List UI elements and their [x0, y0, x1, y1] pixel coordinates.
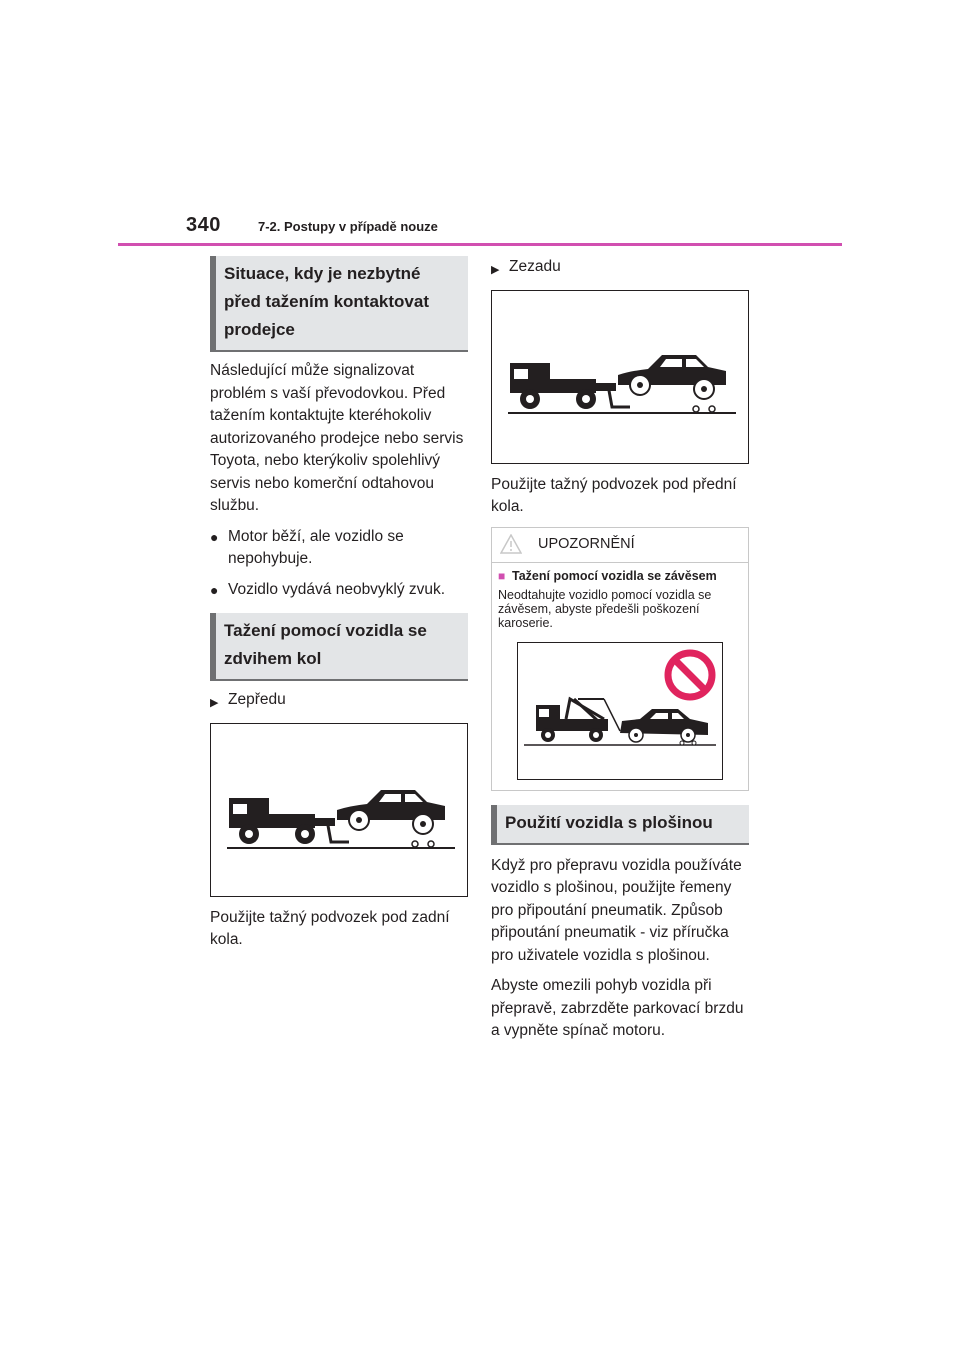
flatbed-paragraph-1: Když pro přepravu vozidla používáte vozidlo s plošinou, použijte řemeny pro připoutání pneumatik. Způsob připoutání pneumatik - viz příručka pro uživatele vozidla s plošinou.: [491, 856, 742, 964]
bullet-icon: ●: [210, 528, 219, 545]
left-column: [210, 256, 468, 960]
bullet-text: Motor běží, ale vozidlo se nepohybuje.: [228, 527, 404, 567]
heading-flatbed: Použití vozidla s plošinou: [491, 805, 749, 845]
front-tow-figure: [210, 723, 468, 897]
caution-subheading: [498, 569, 742, 584]
section-title: 7-2. Postupy v případě nouze: [258, 219, 438, 234]
prohibition-sign-icon: [668, 653, 712, 697]
list-item: [210, 579, 468, 602]
heading-wheel-lift: Tažení pomocí vozidla se zdvihem kol: [210, 613, 468, 681]
front-label-text: Zepředu: [228, 691, 286, 708]
flatbed-paragraph-2: Abyste omezili pohyb vozidla při přepravě, zabrzděte parkovací brzdu a vypněte spínač motoru.: [491, 977, 744, 1039]
rear-label-text: Zezadu: [509, 258, 561, 275]
header-divider: [118, 243, 842, 246]
hook-tow-illustration: [518, 643, 722, 779]
caution-text: Neodtahujte vozidlo pomocí vozidla se závěsem, abyste předešli poškození karoserie.: [498, 587, 712, 630]
tow-truck-rear-illustration: [500, 317, 740, 437]
rear-tow-figure: [491, 290, 749, 464]
bullet-text: Vozidlo vydává neobvyklý zvuk.: [228, 580, 446, 598]
arrow-icon: ▶: [491, 264, 500, 276]
tow-truck-front-illustration: [219, 750, 459, 870]
rear-label: [491, 256, 749, 282]
right-column: [491, 256, 749, 1051]
caution-subheading-text: Tažení pomocí vozidla se závěsem: [512, 568, 717, 583]
intro-paragraph: Následující může signalizovat problém s vaší převodovkou. Před tažením kontaktujte kteréhokoliv autorizovaného prodejce nebo servis Toyota, nebo kterýkoliv spolehlivý servis nebo komerční odtahovou službu.: [210, 362, 464, 514]
rear-caption: Použijte tažný podvozek pod přední kola.: [491, 475, 737, 515]
page-number: 340: [186, 214, 221, 236]
arrow-icon: ▶: [210, 697, 219, 709]
caution-title: UPOZORNĚNÍ: [538, 535, 635, 552]
front-caption: Použijte tažný podvozek pod zadní kola.: [210, 908, 450, 948]
caution-header: [492, 528, 748, 563]
hook-tow-figure: [517, 642, 723, 780]
caution-box: [491, 527, 749, 791]
bullet-icon: ●: [210, 581, 219, 598]
square-bullet-icon: ■: [498, 568, 506, 583]
warning-triangle-icon: [500, 534, 522, 554]
heading-contact-dealer: Situace, kdy je nezbytné před tažením kontaktovat prodejce: [210, 256, 468, 352]
list-item: [210, 526, 468, 571]
front-label: [210, 689, 468, 715]
